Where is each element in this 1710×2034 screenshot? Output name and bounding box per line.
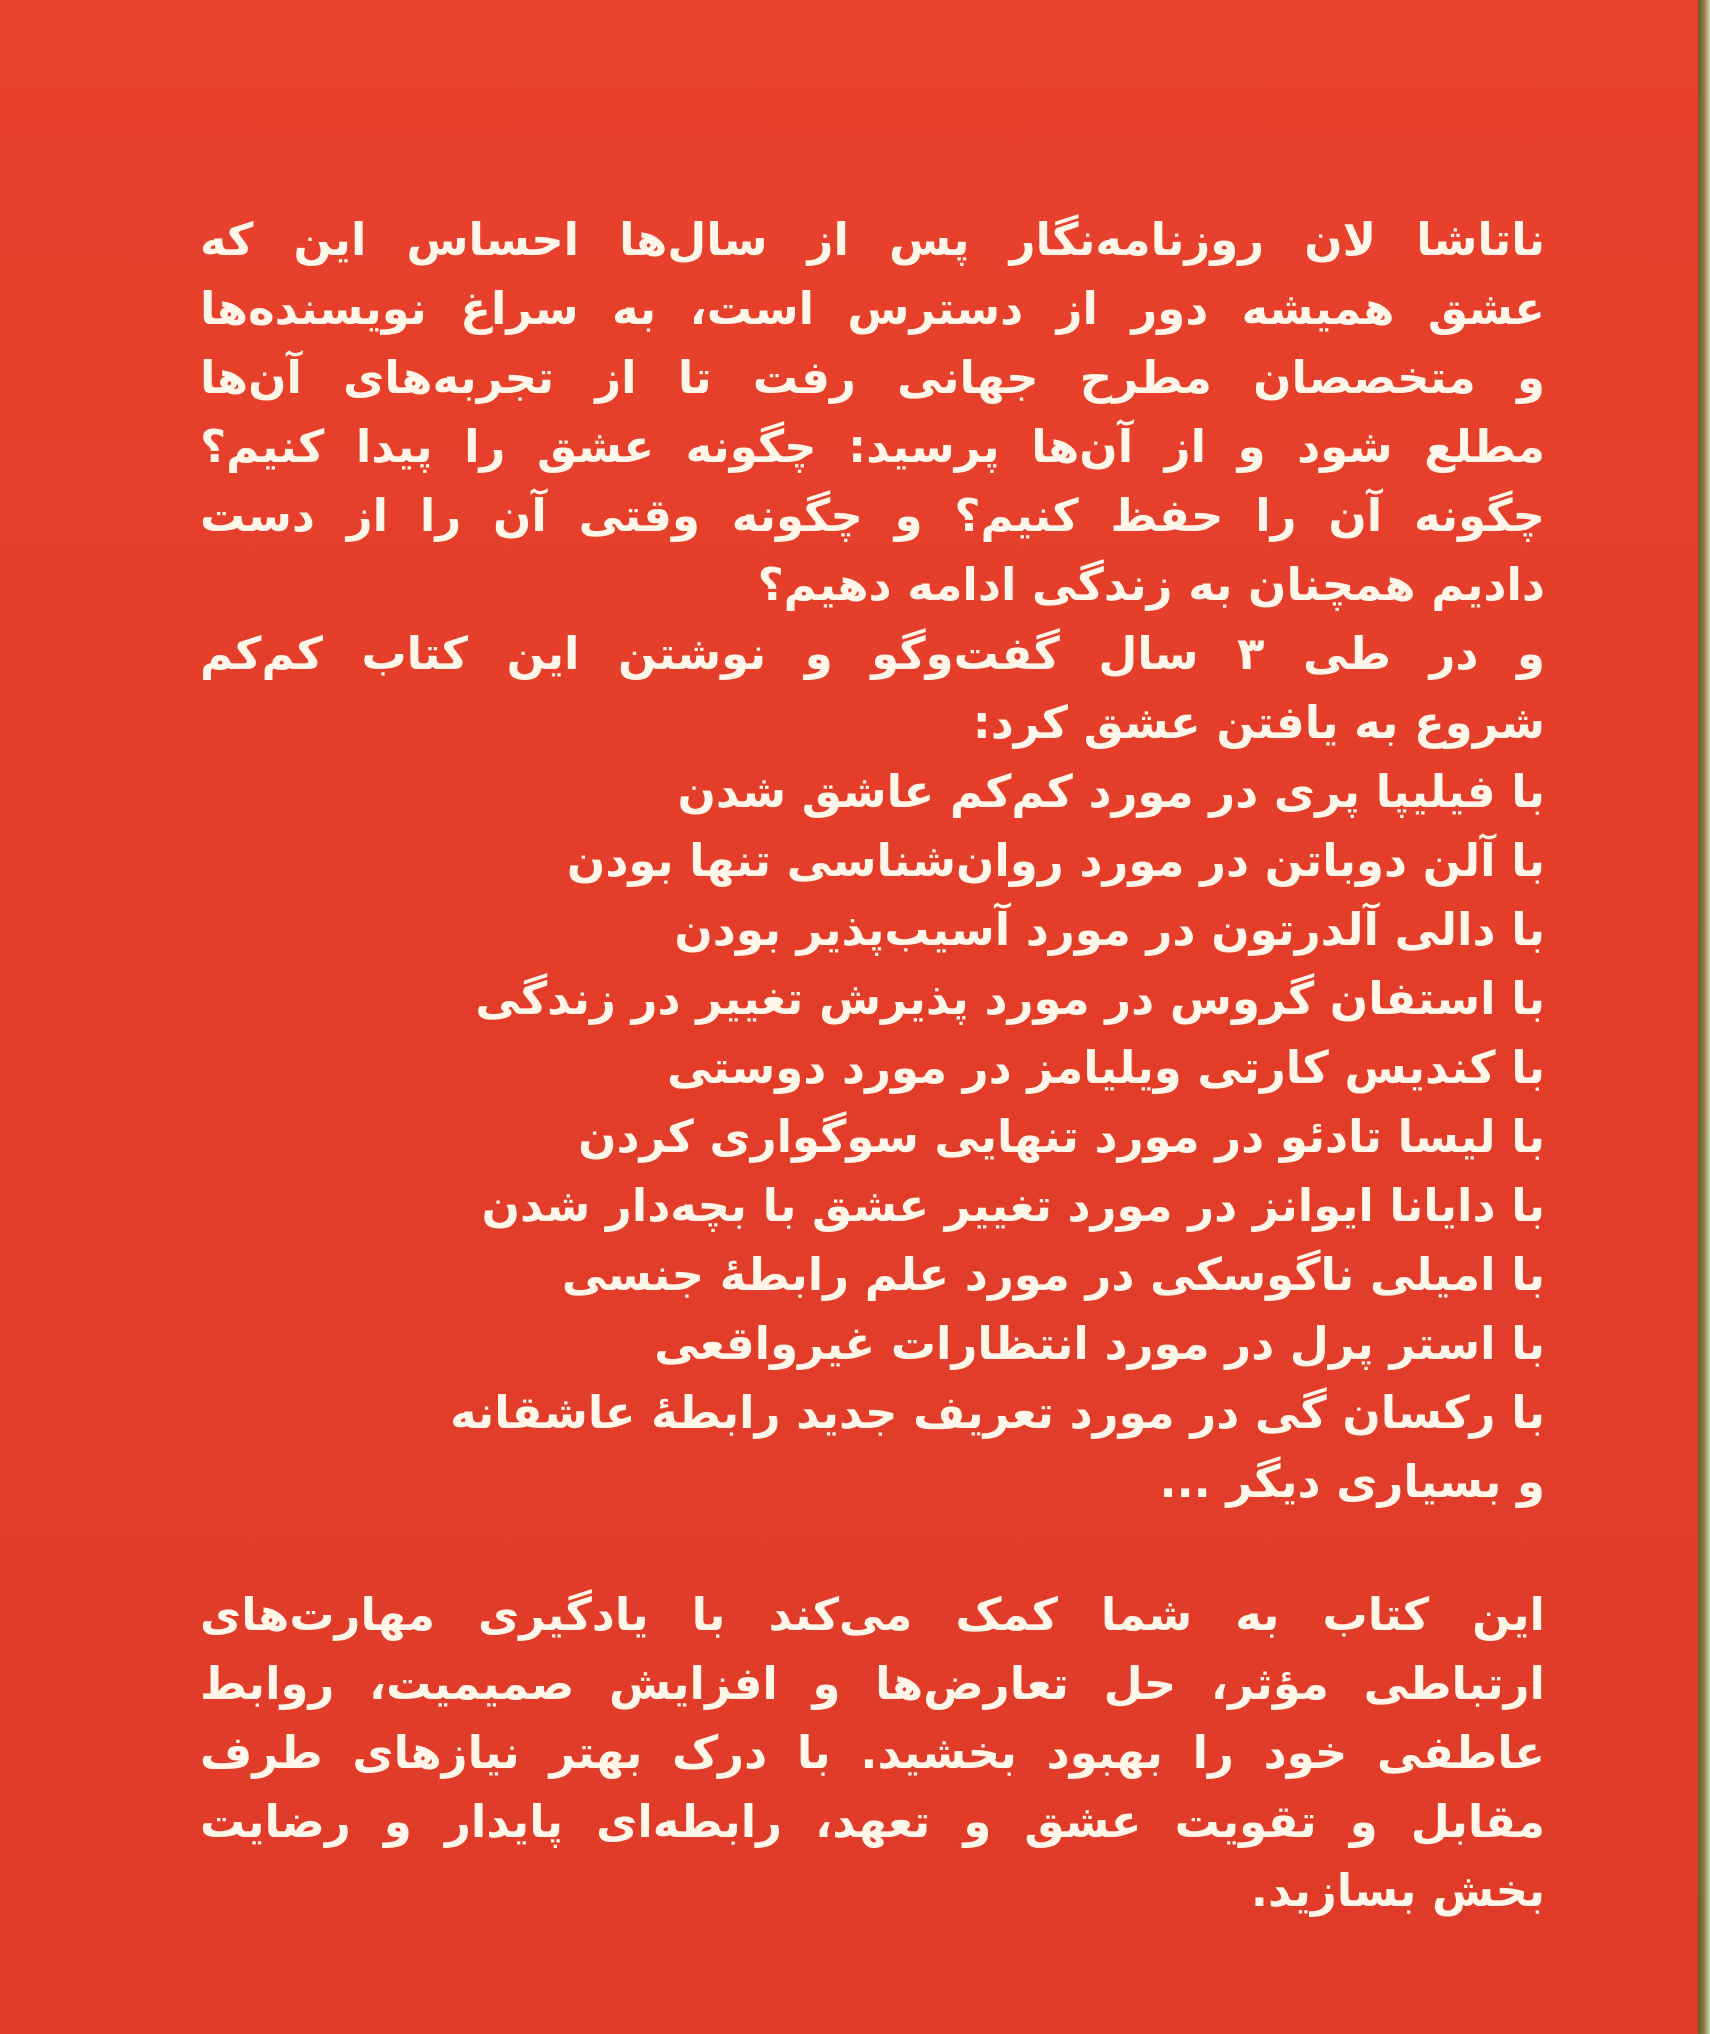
list-item: با لیسا تادئو در مورد تنهایی سوگواری کردن [578, 1110, 1545, 1163]
blurb-text [200, 205, 1545, 1925]
list-item: با دایانا ایوانز در مورد تغییر عشق با بچه‌دار شدن [481, 1179, 1545, 1232]
text-line: چگونه آن را حفظ کنیم؟ و چگونه وقتی آن را از دست [200, 489, 1545, 542]
list-item: با امیلی ناگوسکی در مورد علم رابطهٔ جنسی [561, 1248, 1545, 1301]
list-item: با دالی آلدرتون در مورد آسیب‌پذیر بودن [674, 903, 1545, 956]
conversations-list [200, 757, 1545, 1516]
list-item: با استفان گروس در مورد پذیرش تغییر در زندگی [475, 972, 1545, 1025]
list-item: با رکسان گی در مورد تعریف جدید رابطهٔ عاشقانه [450, 1386, 1545, 1439]
cover-edge [1698, 0, 1710, 2034]
list-item: با استر پرل در مورد انتظارات غیرواقعی [654, 1317, 1545, 1370]
text-line: این کتاب به شما کمک می‌کند با یادگیری مهارت‌های [200, 1588, 1545, 1641]
text-line: دادیم همچنان به زندگی ادامه دهیم؟ [757, 558, 1545, 611]
text-line: ارتباطی مؤثر، حل تعارض‌ها و افزایش صمیمیت، روابط [200, 1657, 1545, 1710]
list-item: و بسیاری دیگر ... [1159, 1455, 1545, 1508]
text-line: شروع به یافتن عشق کرد: [972, 696, 1545, 749]
list-item: با کندیس کارتی ویلیامز در مورد دوستی [667, 1041, 1545, 1094]
list-item: با آلن دوباتن در مورد روان‌شناسی تنها بودن [566, 834, 1545, 887]
text-line: مقابل و تقویت عشق و تعهد، رابطه‌ای پایدار و رضایت [200, 1795, 1545, 1848]
text-line: مطلع شود و از آن‌ها پرسید: چگونه عشق را پیدا کنیم؟ [200, 420, 1545, 473]
text-line: ناتاشا لان روزنامه‌نگار پس از سال‌ها احساس این که [200, 213, 1545, 266]
text-line: و متخصصان مطرح جهانی رفت تا از تجربه‌های آن‌ها [200, 351, 1545, 404]
paragraph-gap [200, 1516, 1545, 1580]
text-line: عشق همیشه دور از دسترس است، به سراغ نویسنده‌ها [200, 282, 1545, 335]
list-item: با فیلیپا پری در مورد کم‌کم عاشق شدن [677, 765, 1545, 818]
text-line: عاطفی خود را بهبود بخشید. با درک بهتر نیازهای طرف [200, 1726, 1545, 1779]
closing-paragraph [200, 1580, 1545, 1925]
text-line: و در طی ۳ سال گفت‌وگو و نوشتن این کتاب کم‌کم [200, 627, 1545, 680]
text-line: بخش بسازید. [1250, 1864, 1545, 1917]
intro-paragraph [200, 205, 1545, 757]
